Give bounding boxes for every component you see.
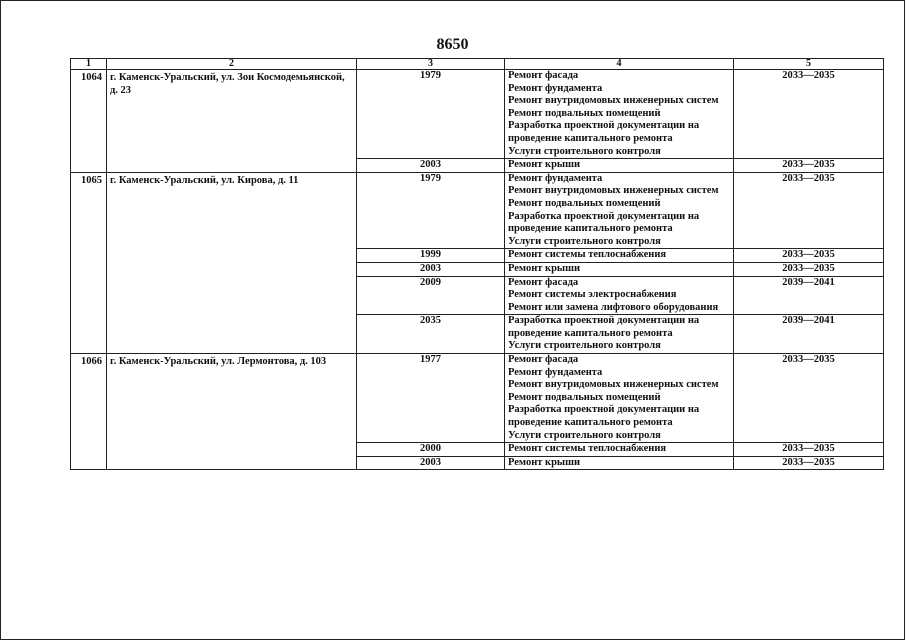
work-item: Ремонт фасада — [508, 354, 579, 366]
work-item: Ремонт крыши — [508, 262, 581, 274]
works-cell — [505, 354, 734, 443]
year-cell: 2003 — [357, 456, 505, 470]
works-cell — [505, 159, 734, 173]
work-item: проведение капитального ремонта — [508, 223, 673, 235]
work-item: проведение капитального ремонта — [508, 132, 673, 144]
work-item: Услуги строительного контроля — [508, 145, 661, 157]
table-row — [71, 172, 884, 249]
work-item: Услуги строительного контроля — [508, 235, 661, 247]
works-cell — [505, 249, 734, 263]
work-item: Разработка проектной документации на — [508, 404, 700, 416]
period-cell: 2033—2035 — [734, 172, 884, 249]
period-cell: 2033—2035 — [734, 159, 884, 173]
work-item: Разработка проектной документации на — [508, 315, 700, 327]
work-item: Ремонт системы теплоснабжения — [508, 249, 667, 261]
work-item: Ремонт или замена лифтового оборудования — [508, 301, 719, 313]
work-item: проведение капитального ремонта — [508, 417, 673, 429]
column-header: 3 — [357, 59, 505, 70]
work-item: Услуги строительного контроля — [508, 429, 661, 441]
work-item: Ремонт подвальных помещений — [508, 197, 661, 209]
work-item: Услуги строительного контроля — [508, 340, 661, 352]
year-cell: 2009 — [357, 276, 505, 315]
column-header: 2 — [107, 59, 357, 70]
works-cell — [505, 315, 734, 354]
building-address: г. Каменск-Уральский, ул. Кирова, д. 11 — [107, 172, 357, 353]
works-cell — [505, 70, 734, 159]
work-item: Ремонт фундамента — [508, 82, 603, 94]
column-header: 1 — [71, 59, 107, 70]
work-item: Ремонт фасада — [508, 70, 579, 81]
works-cell — [505, 443, 734, 457]
period-cell: 2033—2035 — [734, 354, 884, 443]
column-header: 5 — [734, 59, 884, 70]
period-cell: 2033—2035 — [734, 262, 884, 276]
works-cell — [505, 456, 734, 470]
record-number: 1065 — [71, 172, 107, 353]
year-cell: 2003 — [357, 159, 505, 173]
works-cell — [505, 172, 734, 249]
column-header: 4 — [505, 59, 734, 70]
work-item: проведение капитального ремонта — [508, 327, 673, 339]
year-cell: 2000 — [357, 443, 505, 457]
works-cell — [505, 262, 734, 276]
work-item: Ремонт внутридомовых инженерных систем — [508, 185, 719, 197]
record-number: 1066 — [71, 354, 107, 470]
header-row — [71, 59, 884, 70]
work-item: Ремонт системы электроснабжения — [508, 289, 677, 301]
table-body — [71, 70, 884, 470]
period-cell: 2033—2035 — [734, 70, 884, 159]
work-item: Ремонт крыши — [508, 456, 581, 468]
table-row — [71, 354, 884, 443]
page-number: 8650 — [436, 36, 469, 53]
table-row — [71, 70, 884, 159]
work-item: Ремонт внутридомовых инженерных систем — [508, 95, 719, 107]
period-cell: 2039—2041 — [734, 315, 884, 354]
record-number: 1064 — [71, 70, 107, 173]
work-item: Ремонт крыши — [508, 159, 581, 171]
year-cell: 1977 — [357, 354, 505, 443]
year-cell: 1979 — [357, 70, 505, 159]
period-cell: 2039—2041 — [734, 276, 884, 315]
year-cell: 2003 — [357, 262, 505, 276]
year-cell: 1979 — [357, 172, 505, 249]
period-cell: 2033—2035 — [734, 249, 884, 263]
work-item: Разработка проектной документации на — [508, 120, 700, 132]
building-address: г. Каменск-Уральский, ул. Зои Космодемьянской, д. 23 — [107, 70, 357, 173]
register-table — [70, 58, 884, 470]
period-cell: 2033—2035 — [734, 456, 884, 470]
building-address: г. Каменск-Уральский, ул. Лермонтова, д. 103 — [107, 354, 357, 470]
year-cell: 1999 — [357, 249, 505, 263]
work-item: Ремонт фундамента — [508, 366, 603, 378]
period-cell: 2033—2035 — [734, 443, 884, 457]
work-item: Ремонт фундамента — [508, 172, 603, 184]
work-item: Разработка проектной документации на — [508, 210, 700, 222]
work-item: Ремонт подвальных помещений — [508, 391, 661, 403]
work-item: Ремонт фасада — [508, 276, 579, 288]
work-item: Ремонт системы теплоснабжения — [508, 443, 667, 455]
work-item: Ремонт подвальных помещений — [508, 107, 661, 119]
year-cell: 2035 — [357, 315, 505, 354]
works-cell — [505, 276, 734, 315]
work-item: Ремонт внутридомовых инженерных систем — [508, 379, 719, 391]
